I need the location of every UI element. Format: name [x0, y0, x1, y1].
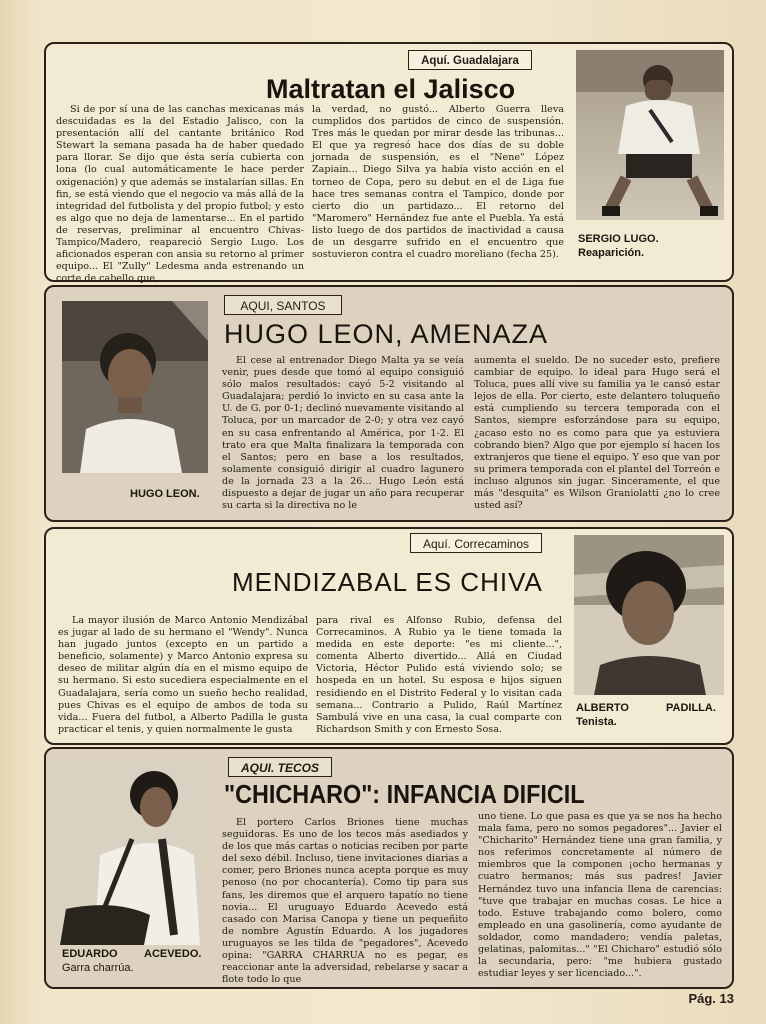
article-text: la verdad, no gustó... Alberto Guerra lleva cumplidos dos partidos de cinco de suspensión. Tres más le quedan por mirar desde las tribunas... El que ya regresó hace dos días de su doble jornada de suspensión, es el "Nene" López Zapiain... Diego Silva ya había visto acción en el torneo de Copa, pero su debut en el de Liga fue hace tres semanas contra el Tampico, donde por cierto dio un partidazo... El retorno del "Maromero" Hernández fue ante el Puebla. Ya está listo luego de dos partidos de inactividad a causa de un desgarre sufrido en el encuentro que sostuvieron contra el cuadro moreliano (fecha 25). [312, 104, 564, 261]
photo-caption-sub: Garra charrúa. [62, 962, 134, 974]
photo-hugo-leon [62, 301, 208, 473]
article-title: Maltratan el Jalisco [266, 74, 516, 104]
article-kicker: AQUI, SANTOS [224, 295, 342, 315]
photo-caption-name-last: ACEVEDO. [144, 948, 202, 960]
player-photo-illustration [576, 50, 724, 220]
player-photo-illustration [62, 301, 208, 473]
article-kicker: AQUI. TECOS [228, 757, 332, 777]
article-text: uno tiene. Lo que pasa es que ya se nos ha hecho mala fama, pero no somos pegadores"... Javier el "Chicharito" Hernández tiene una gran familia, y nos referimos concretamente al número de miembros que la componen ¡ocho hermanas y cuatro hermanos; más sus padres! Javier Hernández tuvo una infancia llena de carencias: "tuve que trabajar en muchas cosas. Le hice a todo. Estuve trabajando como bolero, como empleado en una gasolinería, como ayudante de soldador, como mandadero; vendía paletas, gelatinas, palomitas..." "El Chicharo" estudió sólo la secundaria, pero: "me hubiera gustado estudiar leyes y ser licenciado...". [478, 811, 722, 980]
photo-caption-name-first: ALBERTO [576, 702, 629, 714]
article-kicker: Aquí. Correcaminos [410, 533, 542, 553]
article-text: para rival es Alfonso Rubio, defensa del Correcaminos. A Rubio ya le tiene tomada la medida en este deporte: "es mi cliente...", comenta Alberto divertido... Allá en Ciudad Victoria, Héctor Pulido está viviendo solo; se hospeda en un hotel. Su esposa e hijos siguen residiendo en el Distrito Federal y lo visitan cada semana... Contrario a Pulido, Raúl Martínez Sambulá vive en una casa, la cual comparte con Richardson Smith y con Ernesto Sosa. [316, 615, 562, 735]
page-number: Pág. 13 [688, 991, 734, 1006]
photo-sergio-lugo [576, 50, 724, 220]
article-column-1 [56, 104, 304, 285]
article-tecos [44, 747, 734, 989]
article-text: El portero Carlos Briones tiene muchas seguidoras. Es uno de los tecos más asediados y de los que más cartas o noticias reciben por parte del sexo débil. Incluso, tiene invitaciones diarias a comer, pero Briones nunca acepta porque es muy penoso (no por chocantería). Como tip para sus fans, les diremos que el arquero tapatío no tiene novia... El uruguayo Eduardo Acevedo está casado con Marisa Canopa y tiene un pequeñito de nombre Agustín Eduardo. A los jugadores uruguayos se les tilda de "pegadores", Acevedo opina: "GARRA CHARRUA no es pegar, es reaccionar ante la adversidad, rebelarse y sacar a flote todo lo que [222, 817, 468, 986]
article-text: aumenta el sueldo. De no suceder esto, prefiere cambiar de equipo. lo ideal para Hugo será el Toluca, pues allí vive su familia ya le cansó estar lejos de ella. Por cierto, este delantero toluqueño está cumpliendo su tercera temporada con el Santos, siempre esforzándose para su equipo, ¿acaso esto no es como para que ya estuviera cobrando bien? Algo que por ejemplo sí hacen los extranjeros que tiene el equipo. Y eso que van por su primera temporada con el plantel del Torreón e incluso algunos sin jugar. Sinceramente, el que más "desquita" es Wilson Graniolatti ¿no lo cree usted así? [474, 355, 720, 512]
photo-alberto-padilla [574, 535, 724, 695]
article-column-2 [312, 104, 564, 274]
article-column-1 [222, 355, 464, 515]
article-column-1 [58, 615, 308, 737]
article-column-1 [222, 817, 468, 986]
article-guadalajara [44, 42, 734, 285]
photo-caption: SERGIO LUGO. Reaparición. [578, 233, 659, 259]
photo-caption-sub: Tenista. [576, 716, 617, 728]
article-text: La mayor ilusión de Marco Antonio Mendizábal es jugar al lado de su hermano el "Wendy". Nunca han jugado juntos (excepto en un partido a beneficio, solamente) y Marco Antonio expresa su deseo de militar algún día en el mismo equipo de su hermano. Si esto sucediera especialmente en el Guadalajara, sería como un sueño hecho realidad, pues Chivas es el equipo de ambos de toda su vida... Fuera del futbol, a Alberto Padilla le gusta practicar el tenis, y quien normalmente le gusta [58, 615, 308, 735]
article-title: HUGO LEON, AMENAZA [224, 319, 549, 349]
article-text: El cese al entrenador Diego Malta ya se veía venir, pues desde que tomó al equipo consiguió sólo malos resultados: cayó 5-2 visitando al Guadalajara; perdió lo invicto en su casa ante la U. de G. por 0-1; declinó nuevamente visitando al Toluca, por un marcador de 2-0; y otra vez cayó en su casa enfrentando al América, por 1-2. El trato era que Malta finalizara la temporada con el Santos; pero en base a los resultados, solamente consiguió dirigir al cuadro lagunero de la jornada 23 a la 26... Hugo León está dispuesto a dejar de jugar un año para recuperar su carta si la directiva no le [222, 355, 464, 512]
article-column-2 [316, 615, 562, 737]
photo-eduardo-acevedo [54, 759, 204, 945]
article-text: Si de por sí una de las canchas mexicanas más descuidadas es la del Estadio Jalisco, con la presentación allí del cantante británico Rod Stewart la semana pasada ha de haber quedado para llorar. Se dijo que ésta sería cubierta con lona (lo cual automáticamente le hace perder oxigenación) y que además se instalarían sillas. En fin, se está viendo que el negocio va más allá de la integridad del futbolista y del propio futbol; y esto es algo que no deja de lamentarse... En el partido de reservas, preliminar al encuentro Chivas-Tampico/Madero, reapareció Sergio Lugo. Los aficionados esperan con ansia su retorno al primer equipo... El "Zully" Ledesma anda estrenando un corte de cabello que, [56, 104, 304, 285]
photo-caption-name-first: EDUARDO [62, 948, 118, 960]
article-column-2 [474, 355, 720, 515]
photo-caption-name-last: PADILLA. [666, 702, 716, 714]
article-correcaminos [44, 527, 734, 745]
article-santos [44, 285, 734, 522]
photo-caption: HUGO LEON. [130, 488, 200, 500]
article-title: "CHICHARO": INFANCIA DIFICIL [224, 779, 585, 809]
article-column-2 [478, 811, 722, 981]
player-photo-illustration [54, 759, 204, 945]
article-title: MENDIZABAL ES CHIVA [232, 567, 543, 597]
article-kicker: Aquí. Guadalajara [408, 50, 532, 70]
player-photo-illustration [574, 535, 724, 695]
